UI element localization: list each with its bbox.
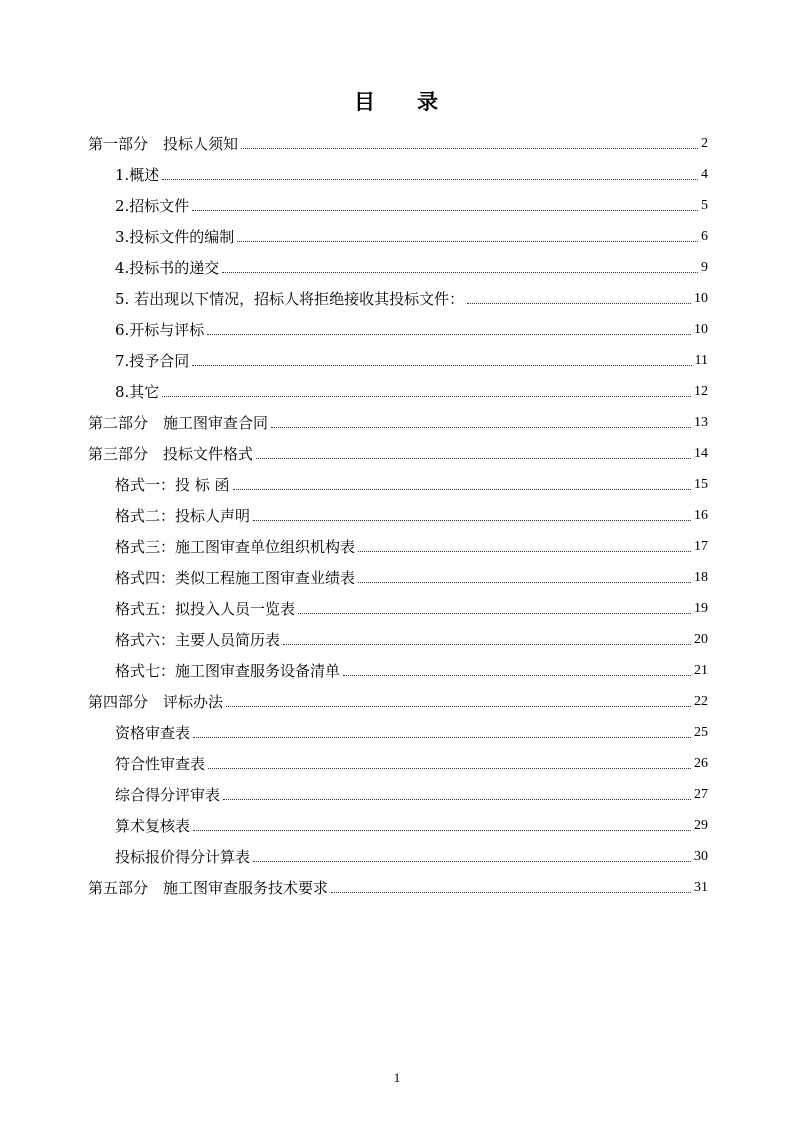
toc-entry-label: 7.授予合同: [115, 352, 190, 370]
toc-entry[interactable]: [88, 246, 708, 277]
toc-entry[interactable]: [88, 432, 708, 463]
toc-entry-label: 第二部分 施工图审查合同: [88, 414, 269, 432]
toc-leader-dots: [358, 581, 691, 583]
toc-leader-dots: [331, 891, 691, 893]
toc-entry-page: 4: [701, 167, 708, 182]
toc-entry-page: 29: [694, 818, 708, 833]
toc-entry-label: 4.投标书的递交: [115, 259, 220, 277]
toc-entry-label: 1.概述: [115, 166, 160, 184]
toc-entry-label: 格式六：主要人员简历表: [115, 631, 281, 649]
toc-entry[interactable]: [88, 773, 708, 804]
title-char-1: 目: [354, 89, 377, 114]
toc-entry-label: 第一部分 投标人须知: [88, 135, 239, 153]
toc-entry-page: 25: [694, 725, 708, 740]
toc-leader-dots: [162, 395, 691, 397]
toc-entry-label: 8.其它: [115, 383, 160, 401]
toc-leader-dots: [192, 209, 698, 211]
toc-entry-label: 格式二：投标人声明: [115, 507, 251, 525]
toc-entry-page: 10: [694, 322, 708, 337]
toc-entry-page: 19: [694, 601, 708, 616]
toc-leader-dots: [256, 457, 691, 459]
toc-entry[interactable]: [88, 525, 708, 556]
toc-entry-page: 21: [694, 663, 708, 678]
toc-entry-label: 格式五：拟投入人员一览表: [115, 600, 296, 618]
toc-leader-dots: [233, 488, 691, 490]
toc-entry-page: 26: [694, 756, 708, 771]
table-of-contents: [88, 122, 708, 897]
toc-entry-label: 综合得分评审表: [115, 786, 221, 804]
toc-leader-dots: [192, 364, 691, 366]
toc-leader-dots: [208, 767, 691, 769]
toc-entry-page: 20: [694, 632, 708, 647]
toc-entry[interactable]: [88, 649, 708, 680]
toc-entry-label: 2.招标文件: [115, 197, 190, 215]
toc-entry[interactable]: [88, 556, 708, 587]
page-title: [0, 86, 794, 116]
toc-entry-page: 22: [694, 694, 708, 709]
toc-entry[interactable]: [88, 122, 708, 153]
toc-entry[interactable]: [88, 277, 708, 308]
toc-entry[interactable]: [88, 339, 708, 370]
toc-entry-label: 格式一：投 标 函: [115, 476, 230, 494]
toc-entry-page: 31: [694, 880, 708, 895]
toc-entry-label: 符合性审查表: [115, 755, 206, 773]
toc-entry-label: 第四部分 评标办法: [88, 693, 224, 711]
toc-entry[interactable]: [88, 711, 708, 742]
toc-entry-page: 15: [694, 477, 708, 492]
toc-leader-dots: [283, 643, 691, 645]
toc-entry-page: 13: [694, 415, 708, 430]
toc-entry-label: 格式七：施工图审查服务设备清单: [115, 662, 341, 680]
toc-entry-label: 5. 若出现以下情况，招标人将拒绝接收其投标文件：: [115, 290, 465, 308]
toc-entry-page: 16: [694, 508, 708, 523]
toc-entry-label: 算术复核表: [115, 817, 191, 835]
toc-leader-dots: [207, 333, 691, 335]
toc-leader-dots: [253, 860, 691, 862]
toc-entry-page: 2: [701, 136, 708, 151]
toc-leader-dots: [162, 178, 698, 180]
toc-leader-dots: [226, 705, 691, 707]
toc-entry-page: 10: [694, 291, 708, 306]
toc-entry-page: 18: [694, 570, 708, 585]
toc-entry[interactable]: [88, 463, 708, 494]
toc-entry[interactable]: [88, 184, 708, 215]
toc-entry-label: 第三部分 投标文件格式: [88, 445, 254, 463]
toc-entry-page: 9: [701, 260, 708, 275]
toc-entry[interactable]: [88, 401, 708, 432]
toc-leader-dots: [343, 674, 691, 676]
toc-entry-label: 格式四：类似工程施工图审查业绩表: [115, 569, 356, 587]
toc-entry-page: 12: [694, 384, 708, 399]
toc-entry[interactable]: [88, 835, 708, 866]
toc-entry-page: 11: [694, 353, 708, 368]
toc-entry[interactable]: [88, 866, 708, 897]
toc-leader-dots: [467, 302, 691, 304]
toc-entry-label: 格式三：施工图审查单位组织机构表: [115, 538, 356, 556]
toc-leader-dots: [271, 426, 691, 428]
toc-entry-page: 5: [701, 198, 708, 213]
toc-leader-dots: [298, 612, 691, 614]
toc-entry[interactable]: [88, 680, 708, 711]
toc-entry[interactable]: [88, 370, 708, 401]
toc-entry-page: 30: [694, 849, 708, 864]
toc-leader-dots: [237, 240, 698, 242]
toc-leader-dots: [223, 798, 691, 800]
toc-entry[interactable]: [88, 587, 708, 618]
toc-entry[interactable]: [88, 742, 708, 773]
toc-entry-label: 资格审查表: [115, 724, 191, 742]
toc-entry-label: 第五部分 施工图审查服务技术要求: [88, 879, 329, 897]
toc-entry[interactable]: [88, 153, 708, 184]
toc-entry[interactable]: [88, 215, 708, 246]
toc-entry-label: 3.投标文件的编制: [115, 228, 235, 246]
title-char-2: 录: [417, 89, 440, 114]
toc-entry-label: 投标报价得分计算表: [115, 848, 251, 866]
toc-leader-dots: [253, 519, 691, 521]
toc-leader-dots: [193, 736, 691, 738]
toc-leader-dots: [193, 829, 691, 831]
toc-leader-dots: [241, 147, 698, 149]
toc-entry[interactable]: [88, 494, 708, 525]
toc-entry-page: 6: [701, 229, 708, 244]
toc-entry-page: 17: [694, 539, 708, 554]
toc-entry[interactable]: [88, 618, 708, 649]
toc-leader-dots: [358, 550, 691, 552]
toc-entry-page: 14: [694, 446, 708, 461]
toc-entry-page: 27: [694, 787, 708, 802]
page-number: 1: [393, 1070, 401, 1085]
toc-leader-dots: [222, 271, 698, 273]
toc-entry[interactable]: [88, 804, 708, 835]
toc-entry[interactable]: [88, 308, 708, 339]
toc-entry-label: 6.开标与评标: [115, 321, 205, 339]
